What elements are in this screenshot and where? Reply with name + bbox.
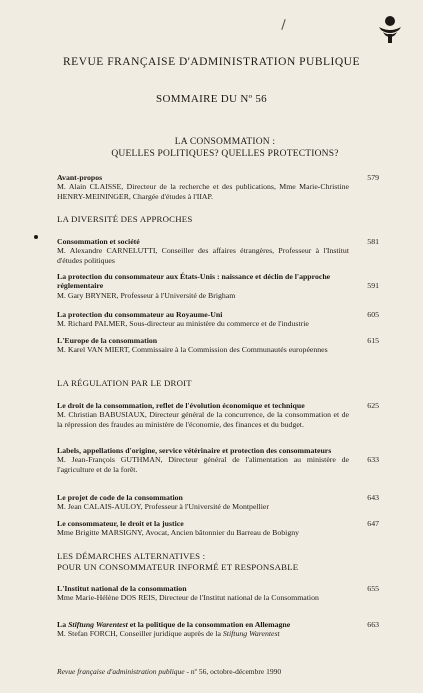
entry-title: La protection du consommateur au Royaume-Uni bbox=[57, 310, 223, 319]
toc-entry bbox=[57, 310, 349, 329]
entry-title: Labels, appellations d'origine, service vétérinaire et protection des consommateurs bbox=[57, 446, 332, 455]
toc-entry bbox=[57, 584, 349, 603]
journal-title: REVUE FRANÇAISE D'ADMINISTRATION PUBLIQUE bbox=[63, 56, 360, 68]
entry-page-number: 633 bbox=[367, 455, 379, 464]
entry-page-number: 591 bbox=[367, 281, 379, 290]
entry-authors: Mme Brigitte MARSIGNY, Avocat, Ancien bâtonnier du Barreau de Bobigny bbox=[57, 528, 300, 538]
entry-authors: M. Karel VAN MIERT, Commissaire à la Commission des Communautés européennes bbox=[57, 345, 328, 355]
entry-page-number: 647 bbox=[367, 519, 379, 528]
entry-authors: M. Alexandre CARNELUTTI, Conseiller des affaires étrangères, Professeur à l'Institut d'études politiques bbox=[57, 246, 349, 265]
toc-entry bbox=[57, 237, 349, 265]
entry-title: L'Europe de la consommation bbox=[57, 336, 158, 345]
entry-page-number: 615 bbox=[367, 336, 379, 345]
authors-part-italic: Stiftung Warentest bbox=[222, 629, 280, 639]
page-footer bbox=[57, 667, 281, 676]
theme-line-2: QUELLES POLITIQUES? QUELLES PROTECTIONS? bbox=[111, 149, 339, 159]
authors-part: M. Stefan FORCH, Conseiller juridique auprès de la bbox=[57, 629, 223, 639]
section-heading-line: LES DÉMARCHES ALTERNATIVES : bbox=[57, 551, 206, 561]
section-heading-line: POUR UN CONSOMMATEUR INFORMÉ ET RESPONSABLE bbox=[57, 561, 299, 572]
entry-page-number: 643 bbox=[367, 493, 379, 502]
entry-authors: M. Jean-François GUTHMAN, Directeur général de l'alimentation au ministère de l'agriculture et de la forêt. bbox=[57, 455, 349, 474]
entry-authors: M. Richard PALMER, Sous-directeur au ministère du commerce et de l'industrie bbox=[57, 319, 309, 329]
entry-page-number: 663 bbox=[367, 620, 379, 629]
entry-title: La protection du consommateur aux États-Unis : naissance et déclin de l'approche réglementaire bbox=[57, 272, 331, 291]
toc-entry bbox=[57, 446, 349, 474]
toc-entry bbox=[57, 519, 349, 538]
entry-authors bbox=[57, 629, 349, 638]
toc-entry bbox=[57, 272, 349, 300]
entry-authors: M. Jean CALAIS-AULOY, Professeur à l'Université de Montpellier bbox=[57, 502, 269, 512]
entry-page-number: 581 bbox=[367, 237, 379, 246]
entry-title: Le consommateur, le droit et la justice bbox=[57, 519, 184, 528]
entry-authors: M. Gary BRYNER, Professeur à l'Université de Brigham bbox=[57, 290, 236, 300]
entry-title: L'Institut national de la consommation bbox=[57, 584, 187, 593]
section-heading-1: LA DIVERSITÉ DES APPROCHES bbox=[57, 214, 193, 224]
publisher-logo-icon bbox=[375, 14, 405, 44]
section-heading-2: LA RÉGULATION PAR LE DROIT bbox=[57, 378, 192, 388]
entry-authors: Mme Marie-Hélène DOS REIS, Directeur de l'Institut national de la Consommation bbox=[57, 593, 319, 603]
entry-page-number: 625 bbox=[367, 401, 379, 410]
theme-line-1: LA CONSOMMATION : bbox=[174, 137, 276, 147]
toc-entry bbox=[57, 336, 349, 355]
entry-title: Le projet de code de la consommation bbox=[57, 493, 183, 502]
entry-page-number: 579 bbox=[367, 173, 379, 182]
issue-theme bbox=[60, 136, 390, 160]
entry-authors: M. Alain CLAISSE, Directeur de la recherche et des publications, Mme Marie-Christine HENRY-MEININGER, Chargée d'études à l'IIAP. bbox=[57, 182, 349, 201]
title-part-italic: Stiftung Warentest bbox=[68, 620, 128, 629]
entry-title: Le droit de la consommation, reflet de l'évolution économique et technique bbox=[57, 401, 305, 410]
entry-title bbox=[57, 620, 349, 629]
entry-page-number: 655 bbox=[367, 584, 379, 593]
ink-dot bbox=[34, 235, 38, 239]
toc-entry bbox=[57, 401, 349, 429]
toc-entry bbox=[57, 620, 349, 639]
entry-title: Avant-propos bbox=[57, 173, 103, 182]
footer-issue: - nº 56, octobre-décembre 1990 bbox=[184, 667, 282, 676]
pen-mark bbox=[281, 19, 285, 30]
entry-title: Consommation et société bbox=[57, 237, 140, 246]
footer-journal: Revue française d'administration publique bbox=[57, 667, 185, 676]
entry-authors: M. Christian BABUSIAUX, Directeur général de la concurrence, de la consommation et de la répression des fraudes au ministère de l'économie, des finances et du budget. bbox=[57, 410, 349, 429]
title-part: La bbox=[57, 620, 69, 629]
section-heading-3 bbox=[57, 551, 298, 572]
toc-entry bbox=[57, 493, 349, 512]
entry-page-number: 605 bbox=[367, 310, 379, 319]
issue-heading: SOMMAIRE DU Nº 56 bbox=[156, 93, 267, 105]
title-part: et la politique de la consommation en Allemagne bbox=[127, 620, 291, 629]
toc-entry-avant-propos bbox=[57, 173, 349, 201]
